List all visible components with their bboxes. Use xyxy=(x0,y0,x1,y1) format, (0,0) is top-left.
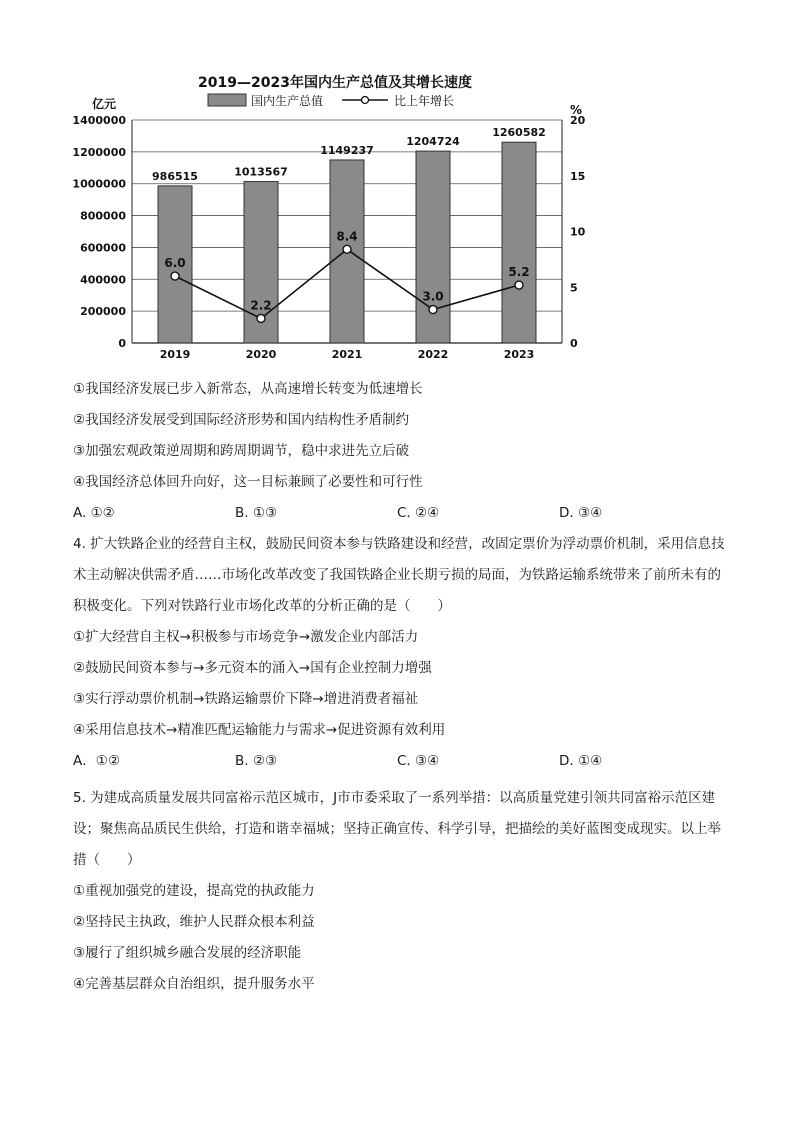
right-tick-label: 20 xyxy=(570,114,586,127)
q3-option-b[interactable]: B. ①③ xyxy=(235,505,278,521)
growth-point-label: 8.4 xyxy=(336,229,358,244)
left-tick-label: 1000000 xyxy=(72,177,126,191)
growth-point xyxy=(171,272,179,280)
x-tick-label: 2021 xyxy=(331,348,363,361)
question-document xyxy=(73,374,733,1000)
q3-option-d[interactable]: D. ③④ xyxy=(559,505,603,521)
q3-options xyxy=(73,498,733,529)
left-axis-unit: 亿元 xyxy=(92,97,117,111)
q4-stem: 4. 扩大铁路企业的经营自主权，鼓励民间资本参与铁路建设和经营，改固定票价为浮动票价机制，采用信息技术主动解决供需矛盾……市场化改革改变了我国铁路企业长期亏损的局面，为铁路运输系统带来了前所未有的积极变化。下列对铁路行业市场化改革的分析正确的是（ ） xyxy=(73,536,725,614)
left-tick-label: 1400000 xyxy=(72,114,126,127)
right-tick-label: 15 xyxy=(570,169,586,183)
gdp-bar-label: 986515 xyxy=(152,169,198,183)
left-tick-label: 0 xyxy=(118,337,126,350)
q5-item: ③履行了组织城乡融合发展的经济职能 xyxy=(73,945,302,961)
q5-item: ④完善基层群众自治组织，提升服务水平 xyxy=(73,976,315,992)
q3-option-c[interactable]: C. ②④ xyxy=(397,505,440,521)
q3-item: ①我国经济发展已步入新常态，从高速增长转变为低速增长 xyxy=(73,381,423,397)
legend-line-label: 比上年增长 xyxy=(394,94,455,108)
gdp-chart xyxy=(70,60,600,370)
growth-point xyxy=(429,306,437,314)
q3-item: ③加强宏观政策逆周期和跨周期调节，稳中求进先立后破 xyxy=(73,443,410,459)
growth-point-label: 6.0 xyxy=(164,256,186,271)
q4-option-c[interactable]: C. ③④ xyxy=(397,753,440,769)
q4-item: ③实行浮动票价机制→铁路运输票价下降→增进消费者福祉 xyxy=(73,691,419,707)
chart-title: 2019—2023年国内生产总值及其增长速度 xyxy=(198,75,472,91)
growth-point-label: 2.2 xyxy=(250,298,272,313)
q4-option-a[interactable]: A．①② xyxy=(73,753,120,769)
growth-point xyxy=(343,245,351,253)
growth-point-label: 3.0 xyxy=(422,289,444,304)
gdp-bar-label: 1013567 xyxy=(234,165,288,179)
q4-option-b[interactable]: B. ②③ xyxy=(235,753,278,769)
gdp-bar-label: 1149237 xyxy=(320,143,374,157)
right-tick-label: 0 xyxy=(570,337,578,350)
x-tick-label: 2020 xyxy=(245,348,277,361)
right-axis-unit: % xyxy=(570,103,583,117)
q5-stem: 5. 为建成高质量发展共同富裕示范区城市，J市市委采取了一系列举措：以高质量党建引领共同富裕示范区建设；聚焦高品质民生供给，打造和谐幸福城；坚持正确宣传、科学引导，把描绘的美好蓝图变成现实。以上举措（ ） xyxy=(73,790,721,868)
q4-options xyxy=(73,746,733,777)
left-tick-label: 600000 xyxy=(80,241,126,255)
x-tick-label: 2022 xyxy=(417,348,449,361)
left-tick-label: 200000 xyxy=(80,305,126,319)
legend-bar-swatch xyxy=(208,94,246,106)
growth-point xyxy=(257,314,265,322)
left-tick-label: 800000 xyxy=(80,209,126,223)
q4-item: ②鼓励民间资本参与→多元资本的涌入→国有企业控制力增强 xyxy=(73,660,432,676)
q5-item: ①重视加强党的建设，提高党的执政能力 xyxy=(73,883,315,899)
gdp-chart-svg xyxy=(70,60,600,370)
legend-bar-label: 国内生产总值 xyxy=(251,94,324,108)
gdp-bar-label: 1260582 xyxy=(492,126,546,140)
q4-item: ①扩大经营自主权→积极参与市场竞争→激发企业内部活力 xyxy=(73,629,419,645)
gdp-bar xyxy=(502,142,536,343)
left-tick-label: 1200000 xyxy=(72,145,126,159)
q3-item: ②我国经济发展受到国际经济形势和国内结构性矛盾制约 xyxy=(73,412,410,428)
q3-option-a[interactable]: A. ①② xyxy=(73,505,115,521)
q4-option-d[interactable]: D. ①④ xyxy=(559,753,603,769)
q3-item: ④我国经济总体回升向好，这一目标兼顾了必要性和可行性 xyxy=(73,474,423,490)
legend-line-marker xyxy=(362,97,369,104)
growth-point-label: 5.2 xyxy=(508,265,530,280)
left-tick-label: 400000 xyxy=(80,273,126,287)
q5-item: ②坚持民主执政，维护人民群众根本利益 xyxy=(73,914,315,930)
q4-item: ④采用信息技术→精准匹配运输能力与需求→促进资源有效利用 xyxy=(73,722,446,738)
growth-point xyxy=(515,281,523,289)
x-tick-label: 2019 xyxy=(159,348,191,361)
right-tick-label: 10 xyxy=(570,225,586,239)
gdp-bar-label: 1204724 xyxy=(406,135,460,149)
right-tick-label: 5 xyxy=(570,281,578,295)
x-tick-label: 2023 xyxy=(503,348,535,361)
